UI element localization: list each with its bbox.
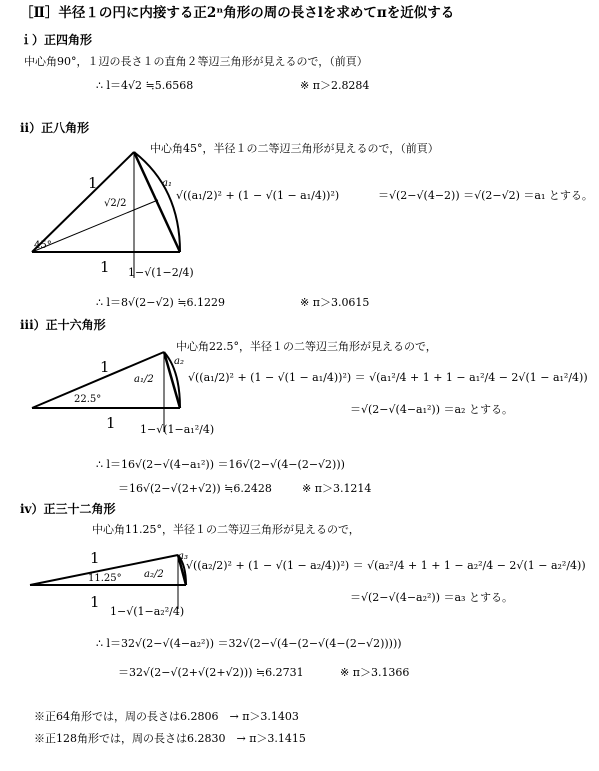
page-title: ［Ⅱ］半径１の円に内接する正2ⁿ角形の周の長さlを求めてπを近似する (20, 5, 455, 21)
footnote-128gon: ※正128角形では，周の長さは6.2830 → π＞3.1415 (34, 732, 306, 745)
bottom-segment-label-iv: 1−√(1−a₂²/4) (110, 605, 185, 618)
section-intro-ii: 中心角45°，半径１の二等辺三角形が見えるので，（前頁） (150, 142, 439, 155)
angle-label: 11.25° (88, 573, 122, 584)
formula-tail-iii: ＝√(2−√(4−a₁²)) ＝a₂ とする。 (350, 403, 513, 416)
formula-tail-ii: ＝√(2−√(4−2)) ＝√(2−√2) ＝a₁ とする。 (378, 189, 593, 202)
side-label: 1 (100, 358, 110, 376)
half-chord-label: a₁/2 (134, 374, 154, 385)
section-intro-iv: 中心角11.25°，半径１の二等辺三角形が見えるので， (92, 523, 360, 536)
section-heading-iv: iv）正三十二角形 (20, 502, 116, 516)
section-pi-iv: ※ π＞3.1366 (340, 666, 410, 679)
footnote-64gon: ※正64角形では，周の長さは6.2806 → π＞3.1403 (34, 710, 299, 723)
section-result-i: ∴ l＝4√2 ≒5.6568 (96, 79, 194, 92)
section-result-ii: ∴ l＝8√(2−√2) ≒6.1229 (96, 296, 226, 309)
section-result-iv-2: ＝32√(2−√(2+√(2+√2))) ≒6.2731 (118, 666, 304, 679)
half-chord-label: a₂/2 (144, 569, 164, 580)
section-result-iii-2: ＝16√(2−√(2+√2)) ≒6.2428 (118, 482, 272, 495)
chord-label: a₁ (162, 178, 172, 189)
chord-label: a₃ (178, 551, 188, 562)
side-label: 1 (90, 549, 100, 567)
formula-iii: √((a₁/2)² + (1 − √(1 − a₁/4))²) ＝ √(a₁²/4 + 1 + 1 − a₁²/4 − 2√(1 − a₁²/4)) (188, 371, 588, 384)
base-label: 1 (106, 414, 116, 432)
formula-iv: √((a₂/2)² + (1 − √(1 − a₂/4))²) ＝ √(a₂²/4 + 1 + 1 − a₂²/4 − 2√(1 − a₂²/4)) (186, 559, 586, 572)
base-label: 1 (100, 258, 110, 276)
section-pi-iii: ※ π＞3.1214 (302, 482, 372, 495)
bottom-segment-label-iii: 1−√(1−a₁²/4) (140, 423, 215, 436)
section-heading-iii: iii）正十六角形 (20, 318, 106, 332)
section-pi-ii: ※ π＞3.0615 (300, 296, 370, 309)
angle-label: 22.5° (74, 394, 102, 405)
section-heading-ii: ii）正八角形 (20, 121, 90, 135)
section-heading-i: ｉ）正四角形 (20, 33, 93, 47)
half-chord-label: √2/2 (104, 198, 127, 209)
base-label: 1 (90, 593, 100, 611)
section-result-iv-1: ∴ l＝32√(2−√(4−a₂²)) ＝32√(2−√(4−(2−√(4−(2−√2))))) (96, 637, 402, 650)
angle-label: 45° (34, 240, 52, 251)
formula-tail-iv: ＝√(2−√(4−a₂²)) ＝a₃ とする。 (350, 591, 513, 604)
bottom-segment-label-ii: 1−√(1−2/4) (128, 266, 194, 279)
section-pi-i: ※ π＞2.8284 (300, 79, 370, 92)
section-intro-iii: 中心角22.5°，半径１の二等辺三角形が見えるので， (176, 340, 437, 353)
formula-ii: √((a₁/2)² + (1 − √(1 − a₁/4))²) (176, 189, 340, 202)
chord-label: a₂ (174, 356, 184, 367)
section-intro-i: 中心角90°，１辺の長さ１の直角２等辺三角形が見えるので，（前頁） (24, 55, 368, 68)
side-label: 1 (88, 174, 98, 192)
section-result-iii-1: ∴ l＝16√(2−√(4−a₁²)) ＝16√(2−√(4−(2−√2))) (96, 458, 345, 471)
